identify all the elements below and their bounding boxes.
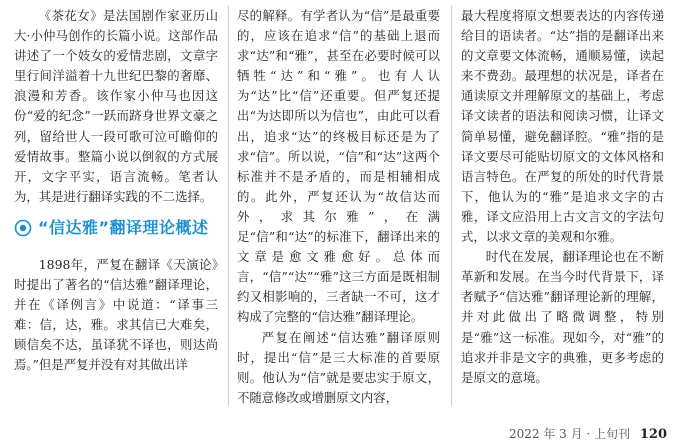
paragraph-intro: 《茶花女》是法国剧作家亚历山大·小仲马创作的长篇小说。这部作品讲述了一个妓女的爱情悲剧，文章字里行间洋溢着十九世纪巴黎的奢靡、浪漫和芳香。该作家小仲马也因这份“爱的纪念”一跃而跻身世界文豪之列，留给世人一段可歌可泣可瞻仰的爱情故事。整篇小说以倒叙的方式展开，文字平实，语言流畅。笔者认为，其是进行翻译实践的不二选择。 [14,8,218,204]
paragraph-yanfu: 1898年，严复在翻译《天演论》时提出了著名的“信达雅”翻译理论，并在《译例言》中说道：“译事三难：信，达，雅。求其信已大难矣，顾信矣不达，虽译犹不译也，则达尚焉。”但是严复并没有对其做出详 [14,256,218,373]
paragraph-da-ya: 最大程度将原文想要表达的内容传递给目的语读者。“达”指的是翻译出来的文章要文体流畅，通顺易懂，读起来不费劲。最理想的状况是，译者在通读原文并理解原文的基础上，考虑译文读者的语法和阅读习惯，让译文简单易懂，避免翻译腔。“雅”指的是译文要尽可能贴切原文的文体风格和语言特色。在严复的所处的时代背景下，他认为的“雅”是追求文字的古雅，译文应沿用上古文言文的字法句式，以求文章的美观和尔雅。 [461,8,664,245]
column-divider-2 [451,6,452,406]
page-number: 120 [639,427,667,442]
column-divider-1 [228,6,229,406]
section-heading [14,215,218,241]
column-1 [14,6,218,376]
page-footer [509,425,667,442]
paragraph-continued: 尽的解释。有学者认为“信”是最重要的，应该在追求“信”的基础上退而求“达”和“雅”，甚至在必要时候可以牺牲“达”和“雅”。也有人认为“达”比“信”还重要。但严复还提出“为达即所以为信也”，由此可以看出，追求“达”的终极目标还是为了求“信”。所以说，“信”和“达”这两个标准并不是矛盾的，而是相辅相成的。此外，严复还认为“故信达而外，求其尔雅”，在满足“信”和“达”的标准下，翻译出来的文章是愈文雅愈好。总体而言，“信”“达”“雅”这三方面是既相制约又相影响的，三者缺一不可，这才构成了完整的“信达雅”翻译理论。 [237,8,440,325]
column-2 [237,6,440,408]
issue-label: 2022 年 3 月 · 上旬刊 [508,427,631,441]
target-circle-icon [14,219,32,237]
paragraph-xin-principle: 严复在阐述“信达雅”翻译原则时，提出“信”是三大标准的首要原则。他认为“信”就是要忠实于原文，不随意修改或增删原文内容， [237,329,440,405]
column-3 [461,6,664,388]
paragraph-modern: 时代在发展，翻译理论也在不断革新和发展。在当今时代背景下，译者赋予“信达雅”翻译理论新的理解，并对此做出了略微调整，特别是“雅”这一标准。现如今，对“雅”的追求并非是文字的典雅，更多考虑的是原文的意境。 [461,249,664,385]
section-title: “信达雅”翻译理论概述 [38,217,209,237]
